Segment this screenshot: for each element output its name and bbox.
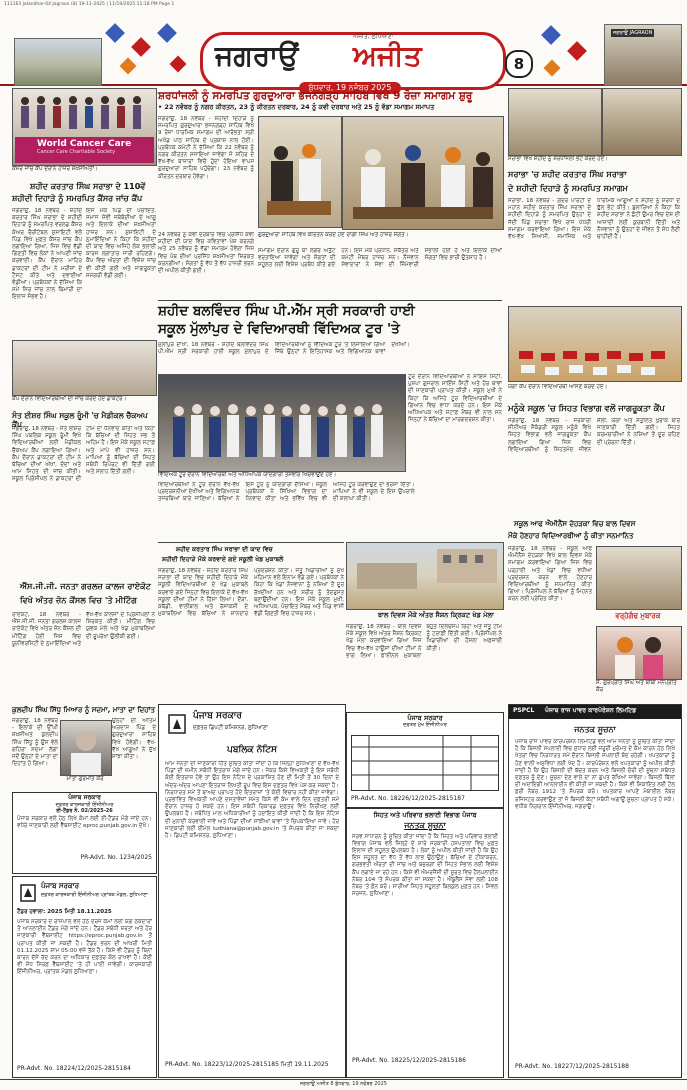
world-cancer-subtitle: Cancer Care Charitable Society [37, 149, 116, 155]
paper-name: ਅਜੀਤ [353, 39, 422, 72]
cricket-photo [346, 542, 504, 610]
obit-photo [60, 720, 112, 776]
cancer-headline-2: ਸ਼ਹੀਦੀ ਦਿਹਾੜੇ ਨੂੰ ਸਮਰਪਿਤ ਕੈਂਸਰ ਜਾਂਚ ਕੈਂਪ [12, 194, 143, 203]
medical-camp-caption: ਕੈਂਪ ਦੌਰਾਨ ਵਿਦਿਆਰਥੀਆਂ ਦੀ ਜਾਂਚ ਕਰਦੇ ਹੋਏ ਡਾਕਟਰ। [12, 396, 127, 402]
kirtan-icon [259, 117, 341, 227]
cancer-body-col1: ਜਗਰਾਉਂ, 18 ਨਵੰਬਰ - ਸ਼ਹੀਦ ਕਰਤਾਰ ਸਿੰਘ ਸਰਾਭਾ ਦੇ ਸ਼ਹੀਦੀ ਦਿਹਾੜੇ ਨੂੰ ਸਮਰਪਿਤ ਵਰਲਡ ਕੈਂਸਰ ਕੇਅਰ ਚੈਰੀਟੇਬਲ ਸੁਸਾਇਟੀ ਵਲੋਂ ਪਿੰਡ ਵਿਖੇ ਮੁਫ਼ਤ ਕੈਂਸਰ ਜਾਂਚ ਕੈਂਪ ਲਗਾਇਆ ਗਿਆ, ਜਿਸ ਵਿਚ ਵੱਡੀ ਗਿਣਤੀ ਵਿਚ ਲੋਕਾਂ ਨੇ ਆਪਣੀ ਜਾਂਚ ਕਰਵਾਈ। ਕੈਂਪ ਦੌਰਾਨ ਮਾਹਿਰ ਡਾਕਟਰਾਂ ਦੀ ਟੀਮ ਨੇ ਮਰੀਜ਼ਾਂ ਦੇ ਟੈਸਟ ਕੀਤੇ ਅਤੇ ਦਵਾਈਆਂ ਵੰਡੀਆਂ। ਪ੍ਰਬੰਧਕਾਂ ਨੇ ਦੱਸਿਆ ਕਿ ਸਮੇਂ ਸਿਰ ਜਾਂਚ ਨਾਲ ਬਿਮਾਰੀ ਦਾ ਇਲਾਜ ਸੰਭਵ ਹੈ। [12, 208, 82, 301]
tour-body-top: ਮੁੱਲਾਂਪੁਰ ਦਾਖਾ, 18 ਨਵੰਬਰ - ਸ਼ਹੀਦ ਬਲਵਿੰਦਰ ਸਿੰਘ ਪੀ.ਐੱਮ ਸ੍ਰੀ ਸਰਕਾਰੀ ਹਾਈ ਸਕੂਲ ਮੁੱਲਾਂਪੁਰ ਦੇ ਵਿਦਿਆਰਥੀਆਂ ਨੂੰ ਵਿੱਦਿਅਕ ਟੂਰ 'ਤੇ ਲਿਜਾਇਆ ਗਿਆ ਜਿੱਥੇ ਉਨ੍ਹਾਂ ਨੇ ਇਤਿਹਾਸਕ ਅਤੇ ਵਿਗਿਆਨਕ ਥਾਵਾਂ ਦੇਖੀਆਂ। [158, 342, 410, 356]
birthday-caption: ਸ. ਗੁਰਪ੍ਰੀਤ ਸਿੰਘ ਅਤੇ ਬੀਬੀ ਮਨਪ੍ਰੀਤ ਕੌਰ [596, 680, 677, 693]
world-cancer-title: World Cancer Care [37, 139, 132, 149]
couple-icon [597, 627, 681, 679]
punjab-emblem-icon [167, 713, 187, 735]
ad-notice-header: ਪੰਜਾਬ ਸਰਕਾਰ [193, 711, 242, 721]
sports-headline-1: ਸ਼ਹੀਦ ਕਰਤਾਰ ਸਿੰਘ ਸਰਾਭਾ ਦੀ ਯਾਦ ਵਿਚ [176, 546, 273, 553]
ad-punjab-2-header: ਪੰਜਾਬ ਸਰਕਾਰ [41, 882, 80, 890]
ad-punjab-1-header: ਪੰਜਾਬ ਸਰਕਾਰ [68, 794, 101, 801]
ad-table-footer: PR-Advt. No. 18226/12/2025-2815187 [351, 795, 465, 802]
medical-camp-body: ਜਗਰਾਉਂ, 18 ਨਵੰਬਰ - ਸੰਤ ਈਸ਼ਰ ਸਿੰਘ ਪਬਲਿਕ ਸਕੂਲ ਰੂੰਮੀ ਵਿਖੇ ਵਿਦਿਆਰਥੀਆਂ ਲਈ ਮੈਡੀਕਲ ਚੈੱਕਅਪ ਕੈਂਪ ਲਗਾਇਆ ਗਿਆ। ਕੈਂਪ ਦੌਰਾਨ ਡਾਕਟਰਾਂ ਦੀ ਟੀਮ ਨੇ ਬੱਚਿਆਂ ਦੀਆਂ ਅੱਖਾਂ, ਦੰਦਾਂ ਅਤੇ ਆਮ ਸਿਹਤ ਦੀ ਜਾਂਚ ਕੀਤੀ। ਸਕੂਲ ਪ੍ਰਿੰਸੀਪਲ ਨੇ ਡਾਕਟਰਾਂ ਦੀ ਟੀਮ ਦਾ ਧੰਨਵਾਦ ਕੀਤਾ ਅਤੇ ਕਿਹਾ ਕਿ ਬੱਚਿਆਂ ਦੀ ਸਿਹਤ ਸਭ ਤੋਂ ਅਹਿਮ ਹੈ। ਇਸ ਮੌਕੇ ਸਕੂਲ ਸਟਾਫ਼ ਅਤੇ ਮਾਪੇ ਵੀ ਹਾਜ਼ਰ ਸਨ। ਮਾਪਿਆਂ ਨੂੰ ਬੱਚਿਆਂ ਦੀ ਸਿਹਤ ਸਬੰਧੀ ਰਿਪੋਰਟ ਵੀ ਦਿੱਤੀ ਗਈ ਅਤੇ ਸਲਾਹ ਦਿੱਤੀ ਗਈ। [12, 426, 155, 483]
punjab-emblem-icon [19, 883, 37, 903]
yoga-headline: ਮਨੂੰਕੇ ਸਕੂਲ 'ਚ ਸਿਹਤ ਵਿਭਾਗ ਵਲੋਂ ਜਾਗਰੂਕਤਾ ਕੈਂਪ [508, 403, 665, 413]
lead-body-col3: ਸਮਾਗਮ ਦੌਰਾਨ ਗੁਰੂ ਕਾ ਲੰਗਰ ਅਤੁੱਟ ਵਰਤਾਇਆ ਜਾਵੇਗਾ ਅਤੇ ਸੰਗਤਾਂ ਦੀ ਸਹੂਲਤ ਲਈ ਵਿਸ਼ੇਸ਼ ਪ੍ਰਬੰਧ ਕੀਤੇ ਗਏ ਹਨ। ਇਸ ਮੌਕੇ ਪ੍ਰਧਾਨ, ਸਕੱਤਰ ਅਤੇ ਕਮੇਟੀ ਮੈਂਬਰ ਹਾਜ਼ਰ ਸਨ। ਨੌਜਵਾਨ ਸੇਵਾਦਾਰਾਂ ਨੇ ਸੇਵਾ ਦੀ ਜ਼ਿੰਮੇਵਾਰੀ ਸੰਭਾਲੀ ਹੋਈ ਹੈ ਅਤੇ ਇਲਾਕੇ ਦੀਆਂ ਸੰਗਤਾਂ ਵਿਚ ਭਾਰੀ ਉਤਸ਼ਾਹ ਹੈ। [258, 248, 502, 269]
sarabha-photo-1 [508, 88, 602, 156]
people-group-icon [13, 93, 156, 133]
tour-headline-1: ਸ਼ਹੀਦ ਬਲਵਿੰਦਰ ਸਿੰਘ ਪੀ.ਐੱਮ ਸ੍ਰੀ ਸਰਕਾਰੀ ਹਾਈ [158, 303, 415, 319]
lead-photo [258, 116, 342, 228]
ad-health-footer: PR-Advt. No. 18225/12/2025-2815186 [352, 1056, 466, 1064]
tour-group-photo [158, 374, 406, 472]
lead-subhead: • 22 ਨਵੰਬਰ ਨੂੰ ਨਗਰ ਕੀਰਤਨ, 23 ਨੂੰ ਕੀਰਤਨ ਦਰਬਾਰ, 24 ਨੂੰ ਕਵੀ ਦਰਬਾਰ ਅਤੇ 25 ਨੂੰ ਵੱਡਾ ਸਮਾਗਮ ਸਮਾਪਤ [158, 103, 435, 111]
ad-punjab-2-body: ਪੰਜਾਬ ਸਰਕਾਰ ਦੇ ਰਾਜਪਾਲ ਵਲੋਂ ਹੇਠ ਦਰਜ ਕੰਮਾਂ ਲਈ ਯੋਗ ਠੇਕੇਦਾਰਾਂ ਤੋਂ ਆਨਲਾਈਨ ਟੈਂਡਰ ਮੰਗੇ ਜਾਂਦੇ ਹਨ। ਟੈਂਡਰ ਸਬੰਧੀ ਸ਼ਰਤਾਂ ਅਤੇ ਹੋਰ ਜਾਣਕਾਰੀ ਵੈੱਬਸਾਈਟ https://eproc.punjab.gov.in ਤੋਂ ਪ੍ਰਾਪਤ ਕੀਤੀ ਜਾ ਸਕਦੀ ਹੈ। ਟੈਂਡਰ ਭਰਨ ਦੀ ਆਖ਼ਰੀ ਮਿਤੀ 01.12.2025 ਸ਼ਾਮ 05:00 ਵਜੇ ਤੱਕ ਹੈ। ਕਿਸੇ ਵੀ ਟੈਂਡਰ ਨੂੰ ਬਿਨਾਂ ਕਾਰਨ ਦੱਸੇ ਰੱਦ ਕਰਨ ਦਾ ਅਧਿਕਾਰ ਦਫ਼ਤਰ ਕੋਲ ਰਾਖਵਾਂ ਹੈ। ਕੋਈ ਵੀ ਸੋਧ ਸਿਰਫ਼ ਵੈੱਬਸਾਈਟ 'ਤੇ ਹੀ ਪਾਈ ਜਾਵੇਗੀ। ਕਾਰਜਕਾਰੀ ਇੰਜੀਨੀਅਰ, ਪ੍ਰਾਂਤਕ ਮੰਡਲ ਲੁਧਿਆਣਾ। [17, 919, 152, 976]
pspcl-body: ਪੰਜਾਬ ਰਾਜ ਪਾਵਰ ਕਾਰਪੋਰੇਸ਼ਨ ਲਿਮਟਿਡ ਵਲੋਂ ਆਮ ਜਨਤਾ ਨੂੰ ਸੂਚਿਤ ਕੀਤਾ ਜਾਂਦਾ ਹੈ ਕਿ ਬਿਜਲੀ ਸਪਲਾਈ ਵਿਚ ਸੁਧਾਰ ਲਈ ਜ਼ਰੂਰੀ ਮੁਰੰਮਤ ਦੇ ਕੰਮ ਕਾਰਨ ਹੇਠ ਲਿਖੇ ਖੇਤਰਾਂ ਵਿਚ ਨਿਰਧਾਰਤ ਸਮੇਂ ਦੌਰਾਨ ਬਿਜਲੀ ਸਪਲਾਈ ਬੰਦ ਰਹੇਗੀ। ਖਪਤਕਾਰਾਂ ਨੂੰ ਹੋਣ ਵਾਲੀ ਅਸੁਵਿਧਾ ਲਈ ਖੇਦ ਹੈ। ਕਾਰਪੋਰੇਸ਼ਨ ਵਲੋਂ ਖਪਤਕਾਰਾਂ ਨੂੰ ਅਪੀਲ ਕੀਤੀ ਜਾਂਦੀ ਹੈ ਕਿ ਉਹ ਬਿਜਲੀ ਦੀ ਬੱਚਤ ਕਰਨ ਅਤੇ ਬਿਜਲੀ ਚੋਰੀ ਦੀ ਸੂਚਨਾ ਸਬੰਧਤ ਦਫ਼ਤਰ ਨੂੰ ਦੇਣ। ਸੂਚਨਾ ਦੇਣ ਵਾਲੇ ਦਾ ਨਾਂ ਗੁਪਤ ਰੱਖਿਆ ਜਾਵੇਗਾ। ਬਿਜਲੀ ਬਿੱਲਾਂ ਦੀ ਅਦਾਇਗੀ ਆਨਲਾਈਨ ਵੀ ਕੀਤੀ ਜਾ ਸਕਦੀ ਹੈ। ਕਿਸੇ ਵੀ ਸ਼ਿਕਾਇਤ ਲਈ ਟੋਲ ਫ਼ਰੀ ਨੰਬਰ 1912 'ਤੇ ਸੰਪਰਕ ਕਰੋ। ਖਪਤਕਾਰ ਆਪਣੇ ਮੋਬਾਈਲ ਨੰਬਰ ਰਜਿਸਟਰ ਕਰਵਾਉਣ ਤਾਂ ਜੋ ਬਿਜਲੀ ਕੱਟਾਂ ਸਬੰਧੀ ਅਗਾਊਂ ਸੂਚਨਾ ਪ੍ਰਾਪਤ ਹੋ ਸਕੇ। ਵਧੀਕ ਨਿਗਰਾਨ ਇੰਜੀਨੀਅਰ, ਜਗਰਾਉਂ। [515, 739, 675, 810]
ad-pspcl [508, 704, 682, 1078]
ad-health-title: ਜਨਤਕ ਸੂਚਨਾ [404, 821, 446, 831]
divider [158, 300, 502, 301]
divider [158, 542, 344, 543]
students-headline-2: ਮੌਕੇ ਹੋਣਹਾਰ ਵਿਦਿਆਰਥੀਆਂ ਨੂੰ ਕੀਤਾ ਸਨਮਾਨਿਤ [508, 532, 634, 540]
page-footer: ਜਗਰਾਉਂ ਅਜੀਤ 8 ਬੁੱਧਵਾਰ, 19 ਨਵੰਬਰ 2025 [0, 1079, 687, 1090]
ad-punjab-1-ref: ਈ-ਟੈਂਡਰ ਨੰ. 02/2025-26 [56, 807, 113, 814]
sarabha-headline-2: ਦੇ ਸ਼ਹੀਦੀ ਦਿਹਾੜੇ ਨੂੰ ਸਮਰਪਿਤ ਸਮਾਗਮ [508, 183, 628, 193]
obit-caption: ਮਾਤਾ ਗੁਰਮੀਤ ਕੌਰ [66, 776, 104, 782]
students-body: ਜਗਰਾਉਂ, 18 ਨਵੰਬਰ - ਸਕੂਲ ਆਫ ਐਮੀਨੈਂਸ ਦੇਹੜਕਾ ਵਿਖੇ ਬਾਲ ਦਿਵਸ ਮੌਕੇ ਸਮਾਗਮ ਕਰਵਾਇਆ ਗਿਆ ਜਿਸ ਵਿਚ ਪੜ੍ਹਾਈ ਅਤੇ ਖੇਡਾਂ ਵਿਚ ਵਧੀਆ ਪ੍ਰਦਰਸ਼ਨ ਕਰਨ ਵਾਲੇ ਹੋਣਹਾਰ ਵਿਦਿਆਰਥੀਆਂ ਨੂੰ ਸਨਮਾਨਿਤ ਕੀਤਾ ਗਿਆ। ਪ੍ਰਿੰਸੀਪਲ ਨੇ ਬੱਚਿਆਂ ਨੂੰ ਮਿਹਨਤ ਕਰਨ ਲਈ ਪ੍ਰੇਰਿਤ ਕੀਤਾ। [508, 546, 592, 603]
yoga-caption: ਯੋਗਾ ਕੈਂਪ ਦੌਰਾਨ ਵਿਦਿਆਰਥੀ ਆਸਣ ਕਰਦੇ ਹੋਏ। [508, 384, 608, 390]
medical-camp-photo [12, 340, 157, 396]
pspcl-footer: PR-Advt. No. 18227/12/2025-2815188 [515, 1063, 629, 1070]
students-group-icon [159, 375, 405, 471]
sarabha-caption: ਸਰਾਭਾ ਵਿਖੇ ਸ਼ਹੀਦ ਨੂੰ ਸ਼ਰਧਾਂਜਲੀ ਭੇਟ ਕਰਦੇ ਹੋਏ। [508, 156, 608, 162]
pspcl-title: ਜਨਤਕ ਸੂਚਨਾ [574, 725, 616, 734]
yoga-students-icon [509, 307, 681, 381]
masthead-right-pattern [536, 20, 600, 84]
ad-notice-footer: PR-Advt. No. 18223/12/2025-2815185 ਮਿਤੀ 19.11.2025 [165, 1061, 329, 1068]
medical-camp-headline: ਸੰਤ ਈਸ਼ਰ ਸਿੰਘ ਸਕੂਲ ਰੂੰਮੀ 'ਚ ਮੈਡੀਕਲ ਚੈੱਕਅਪ ਕੈਂਪ [12, 411, 148, 429]
building-icon [347, 543, 503, 609]
sports-body: ਜਗਰਾਉਂ, 18 ਨਵੰਬਰ - ਸ਼ਹੀਦ ਕਰਤਾਰ ਸਿੰਘ ਸਰਾਭਾ ਦੀ ਯਾਦ ਵਿਚ ਸ਼ਹੀਦੀ ਦਿਹਾੜੇ ਮੌਕੇ ਸਕੂਲੀ ਵਿਦਿਆਰਥੀਆਂ ਦੇ ਖੇਡ ਮੁਕਾਬਲੇ ਕਰਵਾਏ ਗਏ ਜਿਨ੍ਹਾਂ ਵਿਚ ਇਲਾਕੇ ਦੇ ਵੱਖ-ਵੱਖ ਸਕੂਲਾਂ ਦੀਆਂ ਟੀਮਾਂ ਨੇ ਹਿੱਸਾ ਲਿਆ। ਦੌੜਾਂ, ਕਬੱਡੀ, ਵਾਲੀਬਾਲ ਅਤੇ ਰੱਸਾਕਸ਼ੀ ਦੇ ਮੁਕਾਬਲਿਆਂ ਵਿਚ ਬੱਚਿਆਂ ਨੇ ਸ਼ਾਨਦਾਰ ਪ੍ਰਦਰਸ਼ਨ ਕੀਤਾ। ਜੇਤੂ ਖਿਡਾਰੀਆਂ ਨੂੰ ਮੁੱਖ ਮਹਿਮਾਨ ਵਲੋਂ ਇਨਾਮ ਵੰਡੇ ਗਏ। ਪ੍ਰਬੰਧਕਾਂ ਨੇ ਕਿਹਾ ਕਿ ਖੇਡਾਂ ਨੌਜਵਾਨਾਂ ਨੂੰ ਨਸ਼ਿਆਂ ਤੋਂ ਦੂਰ ਰੱਖਦੀਆਂ ਹਨ ਅਤੇ ਸਰੀਰ ਨੂੰ ਤੰਦਰੁਸਤ ਬਣਾਉਂਦੀਆਂ ਹਨ। ਇਸ ਮੌਕੇ ਸਕੂਲ ਮੁਖੀ, ਅਧਿਆਪਕ, ਪੰਚਾਇਤ ਮੈਂਬਰ ਅਤੇ ਪਿੰਡ ਵਾਸੀ ਵੱਡੀ ਗਿਣਤੀ ਵਿਚ ਹਾਜ਼ਰ ਸਨ। [158, 568, 344, 618]
masthead-right-photo [604, 24, 682, 86]
ad-punjab-1-office: ਦਫ਼ਤਰ ਕਾਰਜਕਾਰੀ ਇੰਜੀਨੀਅਰ [55, 801, 114, 808]
lead-caption: ਗੁਰਦੁਆਰਾ ਸਾਹਿਬ ਵਿਖੇ ਕੀਰਤਨ ਕਰਦੇ ਹੋਏ ਰਾਗੀ ਸਿੰਘ ਅਤੇ ਹਾਜ਼ਰ ਸੰਗਤ। [258, 232, 409, 238]
ad-notice-office: ਦਫ਼ਤਰ ਡਿਪਟੀ ਕਮਿਸ਼ਨਰ, ਲੁਧਿਆਣਾ [193, 725, 268, 731]
obit-body-right: ਉਨ੍ਹਾਂ ਦੀ ਅੰਤਿਮ ਅਰਦਾਸ ਪਿੰਡ ਦੇ ਗੁਰਦੁਆਰਾ ਸਾਹਿਬ ਵਿਖੇ ਹੋਵੇਗੀ। ਵੱਖ-ਵੱਖ ਆਗੂਆਂ ਨੇ ਦੁੱਖ ਸਾਂਝਾ ਕੀਤਾ। [112, 718, 156, 761]
ad-table-office: ਦਫ਼ਤਰ ਮੁੱਖ ਇੰਜੀਨੀਅਰ [403, 722, 447, 729]
lead-photo-2 [342, 116, 504, 230]
sangat-icon [343, 117, 503, 229]
ad-health-notice [346, 808, 504, 1078]
yoga-body: ਜਗਰਾਉਂ, 18 ਨਵੰਬਰ - ਸਰਕਾਰੀ ਸੀਨੀਅਰ ਸੈਕੰਡਰੀ ਸਕੂਲ ਮਨੂੰਕੇ ਵਿਖੇ ਸਿਹਤ ਵਿਭਾਗ ਵਲੋਂ ਜਾਗਰੂਕਤਾ ਕੈਂਪ ਲਗਾਇਆ ਗਿਆ ਜਿਸ ਵਿਚ ਵਿਦਿਆਰਥੀਆਂ ਨੂੰ ਸਿਹਤਮੰਦ ਜੀਵਨ ਸ਼ੈਲੀ, ਯੋਗਾ ਅਤੇ ਸੰਤੁਲਿਤ ਖੁਰਾਕ ਬਾਰੇ ਜਾਣਕਾਰੀ ਦਿੱਤੀ ਗਈ। ਸਿਹਤ ਕਰਮਚਾਰੀਆਂ ਨੇ ਨਸ਼ਿਆਂ ਤੋਂ ਦੂਰ ਰਹਿਣ ਦੀ ਪ੍ਰੇਰਨਾ ਦਿੱਤੀ। [508, 418, 680, 453]
students-headline-1: ਸਕੂਲ ਆਫ ਐਮੀਨੈਂਸ ਦੇਹੜਕਾ ਵਿਚ ਬਾਲ ਦਿਵਸ [514, 520, 636, 528]
portrait-icon [61, 721, 111, 775]
ad-notice-title: ਪਬਲਿਕ ਨੋਟਿਸ [227, 745, 277, 755]
world-cancer-banner [15, 137, 154, 163]
ad-punjab-2-tender: ਟੈਂਡਰ ਹਵਾਲਾ: 2025 ਮਿਤੀ 18.11.2025 [17, 909, 112, 915]
tender-table-grid [351, 735, 499, 791]
cancer-headline-1: ਸ਼ਹੀਦ ਕਰਤਾਰ ਸਿੰਘ ਸਰਾਭਾ ਦੇ 110ਵੇਂ [30, 182, 146, 191]
printer-line: 111163 Jalandhar-04 Jagraon (8) 19-11-2025 | 11/19/2025 11:18 PM Page 1 [4, 2, 175, 7]
cricket-headline: ਬਾਲ ਦਿਵਸ ਮੌਕੇ ਅੰਤਰ ਸੈਸ਼ਨ ਕ੍ਰਿਕਟ ਖੇਡ ਮੇਲਾ [378, 611, 494, 619]
edition-date: ਬੁੱਧਵਾਰ, 19 ਨਵੰਬਰ 2025 [299, 82, 402, 94]
birthday-label: ਵਰ੍ਹੇਗੰਢ ਮੁਬਾਰਕ [615, 612, 661, 620]
masthead-left-photo [14, 38, 102, 86]
ad-punjab-1-footer: PR-Advt. No. 1234/2025 [80, 853, 152, 861]
birthday-label-wrap [596, 612, 680, 624]
sports-headline-2: ਸ਼ਹੀਦੀ ਦਿਹਾੜੇ ਮੌਕੇ ਕਰਵਾਏ ਗਏ ਸਕੂਲੀ ਖੇਡ ਮੁਕਾਬਲੇ [162, 556, 284, 563]
obit-headline: ਕੁਲਦੀਪ ਸਿੰਘ ਸਿੱਧੂ ਮਿਆਰ ਨੂੰ ਸਦਮਾ, ਮਾਤਾ ਦਾ ਦਿਹਾਂਤ [12, 706, 156, 714]
cricket-body: ਜਗਰਾਉਂ, 18 ਨਵੰਬਰ - ਬਾਲ ਦਿਵਸ ਮੌਕੇ ਸਕੂਲ ਵਿਖੇ ਅੰਤਰ ਸੈਸ਼ਨ ਕ੍ਰਿਕਟ ਖੇਡ ਮੇਲਾ ਕਰਵਾਇਆ ਗਿਆ ਜਿਸ ਵਿਚ ਵੱਖ-ਵੱਖ ਹਾਊਸਾਂ ਦੀਆਂ ਟੀਮਾਂ ਨੇ ਭਾਗ ਲਿਆ। ਫਾਈਨਲ ਮੁਕਾਬਲਾ ਬਹੁਤ ਦਿਲਚਸਪ ਰਿਹਾ ਅਤੇ ਜੇਤੂ ਟੀਮ ਨੂੰ ਟਰਾਫ਼ੀ ਦਿੱਤੀ ਗਈ। ਪ੍ਰਿੰਸੀਪਲ ਨੇ ਖਿਡਾਰੀਆਂ ਦੀ ਹੌਸਲਾ ਅਫ਼ਜ਼ਾਈ ਕੀਤੀ। [346, 624, 502, 659]
masthead-left-pattern [102, 20, 198, 84]
ad-public-notice [158, 704, 346, 1078]
lead-body-col2: 24 ਨਵੰਬਰ ਨੂੰ ਕਵੀ ਦਰਬਾਰ ਵਿਚ ਪ੍ਰਸਿੱਧ ਕਵੀ ਸ਼ਹੀਦਾਂ ਦੀ ਯਾਦ ਵਿਚ ਕਵਿਤਾਵਾਂ ਪੇਸ਼ ਕਰਨਗੇ ਅਤੇ 25 ਨਵੰਬਰ ਨੂੰ ਵੱਡਾ ਸਮਾਗਮ ਹੋਵੇਗਾ ਜਿਸ ਵਿਚ ਪੰਥ ਦੀਆਂ ਪ੍ਰਸਿੱਧ ਸ਼ਖ਼ਸੀਅਤਾਂ ਸ਼ਿਰਕਤ ਕਰਨਗੀਆਂ। ਸੰਗਤਾਂ ਨੂੰ ਵੱਧ ਤੋਂ ਵੱਧ ਹਾਜ਼ਰੀ ਭਰਨ ਦੀ ਅਪੀਲ ਕੀਤੀ ਗਈ। [158, 232, 254, 275]
cancer-camp-caption: ਕੈਂਸਰ ਜਾਂਚ ਕੈਂਪ ਦੌਰਾਨ ਹਾਜ਼ਰ ਸ਼ਖ਼ਸੀਅਤਾਂ। [12, 166, 98, 172]
lead-headline: ਸ਼ਰਧਾਂਜਲੀ ਨੂੰ ਸਮਰਪਿਤ ਗੁਰਦੁਆਰਾ ਭਜਨਗੜ੍ਹ ਸਾਹਿਬ ਵਿਖੇ 9 ਰੋਜ਼ਾ ਸਮਾਗਮ ਸ਼ੁਰੂ [158, 90, 473, 102]
ad-punjab-1 [12, 792, 157, 874]
ad-center-table [346, 712, 504, 808]
ad-punjab-2-office: ਦਫ਼ਤਰ ਕਾਰਜਕਾਰੀ ਇੰਜੀਨੀਅਰ ਪ੍ਰਾਂਤਕ ਮੰਡਲ, ਲੁਧਿਆਣਾ [41, 892, 148, 898]
ad-punjab-2 [12, 876, 157, 1078]
edition-label: ਅਜੀਤ, ਲੁਧਿਆਣਾ [353, 33, 394, 40]
cancer-camp-photo [12, 88, 157, 166]
tour-body-right: ਟੂਰ ਦੌਰਾਨ ਵਿਦਿਆਰਥੀਆਂ ਨੇ ਸਾਇੰਸ ਸਿਟੀ, ਪੁਸ਼ਪਾ ਗੁਜਰਾਲ ਸਾਇੰਸ ਸਿਟੀ ਅਤੇ ਹੋਰ ਥਾਵਾਂ ਦੀ ਜਾਣਕਾਰੀ ਪ੍ਰਾਪਤ ਕੀਤੀ। ਸਕੂਲ ਮੁਖੀ ਨੇ ਕਿਹਾ ਕਿ ਅਜਿਹੇ ਟੂਰ ਵਿਦਿਆਰਥੀਆਂ ਦੇ ਗਿਆਨ ਵਿਚ ਵਾਧਾ ਕਰਦੇ ਹਨ। ਇਸ ਮੌਕੇ ਅਧਿਆਪਕ ਅਤੇ ਸਟਾਫ਼ ਮੈਂਬਰ ਵੀ ਨਾਲ ਸਨ ਜਿਨ੍ਹਾਂ ਨੇ ਬੱਚਿਆਂ ਦਾ ਮਾਰਗਦਰਸ਼ਨ ਕੀਤਾ। [408, 374, 502, 424]
city-name: ਜਗਰਾਉਂ [215, 39, 299, 72]
ad-punjab-2-footer: PR-Advt. No. 18224/12/2025-2815184 [17, 1065, 131, 1072]
college-headline-2: ਵਿਖੇ ਅੰਤਰ ਜ਼ੋਨ ਕੌਂਸਲ ਵਿਚ 'ਤੇ ਮੀਟਿੰਗ [20, 595, 137, 605]
college-body: ਰਾਏਕੋਟ, 18 ਨਵੰਬਰ - ਐੱਸ.ਜੀ.ਜੀ. ਜਨਤਾ ਗਰਲਜ਼ ਕਾਲਜ ਰਾਏਕੋਟ ਵਿਖੇ ਅੰਤਰ ਜ਼ੋਨ ਕੌਂਸਲ ਦੀ ਮੀਟਿੰਗ ਹੋਈ ਜਿਸ ਵਿਚ ਯੂਨੀਵਰਸਿਟੀ ਦੇ ਨੁਮਾਇੰਦਿਆਂ ਅਤੇ ਵੱਖ-ਵੱਖ ਕਾਲਜਾਂ ਦੇ ਪ੍ਰਿੰਸੀਪਲਾਂ ਨੇ ਸ਼ਿਰਕਤ ਕੀਤੀ। ਮੀਟਿੰਗ ਵਿਚ ਯੁਵਕ ਮੇਲੇ ਅਤੇ ਖੇਡ ਮੁਕਾਬਲਿਆਂ ਦੀ ਰੂਪਰੇਖਾ ਉਲੀਕੀ ਗਈ। [12, 612, 155, 647]
cancer-body-col2: ਇਸ ਮੌਕੇ ਪਿੰਡ ਦੀ ਪੰਚਾਇਤ, ਸਮਾਜ ਸੇਵੀ ਜਥੇਬੰਦੀਆਂ ਦੇ ਆਗੂ ਅਤੇ ਇਲਾਕੇ ਦੀਆਂ ਸ਼ਖ਼ਸੀਅਤਾਂ ਹਾਜ਼ਰ ਸਨ। ਸੁਸਾਇਟੀ ਦੇ ਨੁਮਾਇੰਦਿਆਂ ਨੇ ਕਿਹਾ ਕਿ ਸ਼ਹੀਦਾਂ ਦੀ ਯਾਦ ਵਿਚ ਅਜਿਹੇ ਲੋਕ ਭਲਾਈ ਕਾਰਜ ਲਗਾਤਾਰ ਜਾਰੀ ਰਹਿਣਗੇ। ਕੈਂਪ ਵਿਚ ਔਰਤਾਂ ਦੀ ਵਿਸ਼ੇਸ਼ ਜਾਂਚ ਵੀ ਕੀਤੀ ਗਈ ਅਤੇ ਜਾਗਰੂਕਤਾ ਸਮੱਗਰੀ ਵੰਡੀ ਗਈ। [86, 208, 156, 279]
page-number: 8 [505, 50, 533, 78]
ad-punjab-1-body: ਪੰਜਾਬ ਸਰਕਾਰ ਵਲੋਂ ਹੇਠ ਲਿਖੇ ਕੰਮਾਂ ਲਈ ਈ-ਟੈਂਡਰ ਮੰਗੇ ਜਾਂਦੇ ਹਨ। ਵਧੇਰੇ ਜਾਣਕਾਰੀ ਲਈ ਵੈੱਬਸਾਈਟ eproc.punjab.gov.in ਦੇਖੋ। [17, 815, 152, 830]
birthday-photo [596, 626, 682, 680]
masthead-right-sign: ਜਗਰਾਉਂ JAGRAON [613, 30, 653, 36]
students-photo [596, 546, 682, 610]
sarabha-body: ਸਰਾਭਾ, 18 ਨਵੰਬਰ - ਗ਼ਦਰ ਪਾਰਟੀ ਦੇ ਮਹਾਨ ਸ਼ਹੀਦ ਕਰਤਾਰ ਸਿੰਘ ਸਰਾਭਾ ਦੇ ਸ਼ਹੀਦੀ ਦਿਹਾੜੇ ਨੂੰ ਸਮਰਪਿਤ ਉਨ੍ਹਾਂ ਦੇ ਜੱਦੀ ਪਿੰਡ ਸਰਾਭਾ ਵਿਖੇ ਰਾਜ ਪੱਧਰੀ ਸਮਾਗਮ ਕਰਵਾਇਆ ਗਿਆ। ਇਸ ਮੌਕੇ ਵੱਖ-ਵੱਖ ਸਿਆਸੀ, ਸਮਾਜਿਕ ਅਤੇ ਧਾਰਮਿਕ ਆਗੂਆਂ ਨੇ ਸ਼ਹੀਦ ਨੂੰ ਸ਼ਰਧਾ ਦੇ ਫੁੱਲ ਭੇਟ ਕੀਤੇ। ਬੁਲਾਰਿਆਂ ਨੇ ਕਿਹਾ ਕਿ ਸ਼ਹੀਦ ਸਰਾਭਾ ਨੇ ਛੋਟੀ ਉਮਰ ਵਿਚ ਦੇਸ਼ ਦੀ ਆਜ਼ਾਦੀ ਲਈ ਕੁਰਬਾਨੀ ਦਿੱਤੀ ਅਤੇ ਨੌਜਵਾਨਾਂ ਨੂੰ ਉਨ੍ਹਾਂ ਦੇ ਜੀਵਨ ਤੋਂ ਸੇਧ ਲੈਣੀ ਚਾਹੀਦੀ ਹੈ। [508, 198, 680, 241]
masthead [0, 10, 687, 92]
pspcl-header: ਪੰਜਾਬ ਰਾਜ ਪਾਵਰ ਕਾਰਪੋਰੇਸ਼ਨ ਲਿਮਟਿਡ [545, 707, 637, 714]
lead-body-col1: ਜਗਰਾਉਂ, 18 ਨਵੰਬਰ - ਸ਼ਹੀਦੀ ਦਿਹਾੜੇ ਨੂੰ ਸਮਰਪਿਤ ਗੁਰਦੁਆਰਾ ਭਜਨਗੜ੍ਹ ਸਾਹਿਬ ਵਿਖੇ 9 ਰੋਜ਼ਾ ਧਾਰਮਿਕ ਸਮਾਗਮ ਦੀ ਆਰੰਭਤਾ ਸ੍ਰੀ ਅਖੰਡ ਪਾਠ ਸਾਹਿਬ ਦੇ ਪ੍ਰਕਾਸ਼ ਨਾਲ ਹੋਈ। ਪ੍ਰਬੰਧਕ ਕਮੇਟੀ ਨੇ ਦੱਸਿਆ ਕਿ 22 ਨਵੰਬਰ ਨੂੰ ਨਗਰ ਕੀਰਤਨ ਸਜਾਇਆ ਜਾਵੇਗਾ ਜੋ ਸ਼ਹਿਰ ਦੇ ਵੱਖ-ਵੱਖ ਬਾਜ਼ਾਰਾਂ ਵਿਚੋਂ ਹੁੰਦਾ ਹੋਇਆ ਵਾਪਸ ਗੁਰਦੁਆਰਾ ਸਾਹਿਬ ਪਹੁੰਚੇਗਾ। 23 ਨਵੰਬਰ ਨੂੰ ਕੀਰਤਨ ਦਰਬਾਰ ਹੋਵੇਗਾ। [158, 116, 254, 180]
ad-table-header: ਪੰਜਾਬ ਸਰਕਾਰ [407, 714, 443, 722]
ad-health-header: ਸਿਹਤ ਅਤੇ ਪਰਿਵਾਰ ਭਲਾਈ ਵਿਭਾਗ ਪੰਜਾਬ [373, 811, 477, 819]
ad-health-body: ਸਰਵ ਸਾਧਾਰਨ ਨੂੰ ਸੂਚਿਤ ਕੀਤਾ ਜਾਂਦਾ ਹੈ ਕਿ ਸਿਹਤ ਅਤੇ ਪਰਿਵਾਰ ਭਲਾਈ ਵਿਭਾਗ ਪੰਜਾਬ ਵਲੋਂ ਜ਼ਿਲ੍ਹੇ ਦੇ ਸਾਰੇ ਸਰਕਾਰੀ ਹਸਪਤਾਲਾਂ ਵਿਚ ਮੁਫ਼ਤ ਇਲਾਜ ਦੀ ਸਹੂਲਤ ਉਪਲਬਧ ਹੈ। ਲੋਕਾਂ ਨੂੰ ਅਪੀਲ ਕੀਤੀ ਜਾਂਦੀ ਹੈ ਕਿ ਉਹ ਇਸ ਸਹੂਲਤ ਦਾ ਵੱਧ ਤੋਂ ਵੱਧ ਲਾਭ ਉਠਾਉਣ। ਬੱਚਿਆਂ ਦੇ ਟੀਕਾਕਰਨ, ਗਰਭਵਤੀ ਔਰਤਾਂ ਦੀ ਜਾਂਚ ਅਤੇ ਬਜ਼ੁਰਗਾਂ ਦੀ ਸਿਹਤ ਸੰਭਾਲ ਲਈ ਵਿਸ਼ੇਸ਼ ਕੈਂਪ ਲਗਾਏ ਜਾ ਰਹੇ ਹਨ। ਕਿਸੇ ਵੀ ਐਮਰਜੈਂਸੀ ਦੀ ਸੂਰਤ ਵਿਚ ਹੈਲਪਲਾਈਨ ਨੰਬਰ 104 'ਤੇ ਸੰਪਰਕ ਕੀਤਾ ਜਾ ਸਕਦਾ ਹੈ। ਐਂਬੂਲੈਂਸ ਸੇਵਾ ਲਈ 108 ਨੰਬਰ 'ਤੇ ਫ਼ੋਨ ਕਰੋ। ਸਾਰੀਆਂ ਸਿਹਤ ਸਹੂਲਤਾਂ ਬਿਲਕੁਲ ਮੁਫ਼ਤ ਹਨ। ਸਿਵਲ ਸਰਜਨ, ਲੁਧਿਆਣਾ। [352, 833, 499, 898]
pspcl-logo: PSPCL [513, 707, 535, 714]
tour-headline-2: ਸਕੂਲ ਮੁੱਲਾਂਪੁਰ ਦੇ ਵਿਦਿਆਰਥੀ ਵਿੱਦਿਅਕ ਟੂਰ 'ਤੇ [158, 321, 400, 337]
yoga-photo [508, 306, 682, 382]
sarabha-headline-1: ਸਰਾਭਾ 'ਚ ਸ਼ਹੀਦ ਕਰਤਾਰ ਸਿੰਘ ਸਰਾਭਾ [508, 169, 627, 179]
tour-caption: ਵਿੱਦਿਅਕ ਟੂਰ ਦੌਰਾਨ ਵਿਦਿਆਰਥੀ ਅਤੇ ਅਧਿਆਪਕ ਯਾਦਗਾਰੀ ਤਸਵੀਰ ਖਿਚਵਾਉਂਦੇ ਹੋਏ। [158, 472, 337, 478]
ad-notice-body: ਆਮ ਜਨਤਾ ਦੀ ਜਾਣਕਾਰੀ ਹਿੱਤ ਸੂਚਿਤ ਕੀਤਾ ਜਾਂਦਾ ਹੈ ਕਿ ਜ਼ਿਲ੍ਹਾ ਲੁਧਿਆਣਾ ਦੇ ਵੱਖ-ਵੱਖ ਪਿੰਡਾਂ ਦੀ ਜ਼ਮੀਨ ਸਬੰਧੀ ਇਤਰਾਜ਼ ਮੰਗੇ ਜਾਂਦੇ ਹਨ। ਜੇਕਰ ਕਿਸੇ ਵਿਅਕਤੀ ਨੂੰ ਇਸ ਸਬੰਧੀ ਕੋਈ ਇਤਰਾਜ਼ ਹੋਵੇ ਤਾਂ ਉਹ ਇਸ ਨੋਟਿਸ ਦੇ ਪ੍ਰਕਾਸ਼ਿਤ ਹੋਣ ਦੀ ਮਿਤੀ ਤੋਂ 30 ਦਿਨਾਂ ਦੇ ਅੰਦਰ-ਅੰਦਰ ਆਪਣਾ ਇਤਰਾਜ਼ ਲਿਖਤੀ ਰੂਪ ਵਿਚ ਇਸ ਦਫ਼ਤਰ ਵਿਖੇ ਪੇਸ਼ ਕਰ ਸਕਦਾ ਹੈ। ਨਿਰਧਾਰਤ ਸਮੇਂ ਤੋਂ ਬਾਅਦ ਪ੍ਰਾਪਤ ਹੋਏ ਇਤਰਾਜ਼ਾਂ 'ਤੇ ਕੋਈ ਵਿਚਾਰ ਨਹੀਂ ਕੀਤਾ ਜਾਵੇਗਾ। ਪ੍ਰਭਾਵਿਤ ਵਿਅਕਤੀ ਆਪਣੇ ਦਸਤਾਵੇਜ਼ਾਂ ਸਮੇਤ ਕਿਸੇ ਵੀ ਕੰਮ ਵਾਲੇ ਦਿਨ ਦਫ਼ਤਰੀ ਸਮੇਂ ਦੌਰਾਨ ਹਾਜ਼ਰ ਹੋ ਸਕਦੇ ਹਨ। ਇਸ ਸਬੰਧੀ ਰਿਕਾਰਡ ਦਫ਼ਤਰ ਵਿਖੇ ਨਿਰੀਖਣ ਲਈ ਉਪਲਬਧ ਹੈ। ਸਬੰਧਿਤ ਮਾਲ ਅਧਿਕਾਰੀਆਂ ਨੂੰ ਹਦਾਇਤ ਕੀਤੀ ਜਾਂਦੀ ਹੈ ਕਿ ਇਸ ਨੋਟਿਸ ਦੀ ਮੁਨਾਦੀ ਕਰਵਾਈ ਜਾਵੇ ਅਤੇ ਪਿੰਡਾਂ ਦੀਆਂ ਸਾਂਝੀਆਂ ਥਾਵਾਂ 'ਤੇ ਚਿਪਕਾਇਆ ਜਾਵੇ। ਹੋਰ ਜਾਣਕਾਰੀ ਲਈ ਈਮੇਲ ludhiana@punjab.gov.in 'ਤੇ ਸੰਪਰਕ ਕੀਤਾ ਜਾ ਸਕਦਾ ਹੈ। ਡਿਪਟੀ ਕਮਿਸ਼ਨਰ, ਲੁਧਿਆਣਾ। [165, 761, 339, 840]
tour-body-bottom: ਵਿਦਿਆਰਥੀਆਂ ਨੇ ਟੂਰ ਦੌਰਾਨ ਵੱਖ-ਵੱਖ ਪ੍ਰਦਰਸ਼ਨੀਆਂ ਦੇਖੀਆਂ ਅਤੇ ਵਿਗਿਆਨਕ ਤਜਰਬਿਆਂ ਬਾਰੇ ਜਾਣਿਆ। ਬੱਚਿਆਂ ਨੇ ਇਸ ਟੂਰ ਨੂੰ ਯਾਦਗਾਰੀ ਦੱਸਿਆ। ਸਕੂਲ ਪ੍ਰਬੰਧਕਾਂ ਨੇ ਸਿੱਖਿਆ ਵਿਭਾਗ ਦਾ ਧੰਨਵਾਦ ਕੀਤਾ ਅਤੇ ਭਵਿੱਖ ਵਿਚ ਵੀ ਅਜਿਹੇ ਟੂਰ ਕਰਵਾਉਣ ਦਾ ਭਰੋਸਾ ਦਿੱਤਾ। ਮਾਪਿਆਂ ਨੇ ਵੀ ਸਕੂਲ ਦੇ ਇਸ ਉਪਰਾਲੇ ਦੀ ਸ਼ਲਾਘਾ ਕੀਤੀ। [158, 482, 415, 503]
sarabha-photo-2 [602, 88, 682, 156]
college-headline-1: ਐੱਸ.ਜੀ.ਜੀ. ਜਨਤਾ ਗਰਲਜ਼ ਕਾਲਜ ਰਾਏਕੋਟ [20, 581, 152, 591]
obit-body-left: ਜਗਰਾਉਂ, 18 ਨਵੰਬਰ - ਇਲਾਕੇ ਦੀ ਉੱਘੀ ਸ਼ਖ਼ਸੀਅਤ ਕੁਲਦੀਪ ਸਿੰਘ ਸਿੱਧੂ ਨੂੰ ਉਸ ਵੇਲੇ ਗਹਿਰਾ ਸਦਮਾ ਲੱਗਾ ਜਦੋਂ ਉਨ੍ਹਾਂ ਦੇ ਮਾਤਾ ਦਾ ਦਿਹਾਂਤ ਹੋ ਗਿਆ। [12, 718, 58, 768]
